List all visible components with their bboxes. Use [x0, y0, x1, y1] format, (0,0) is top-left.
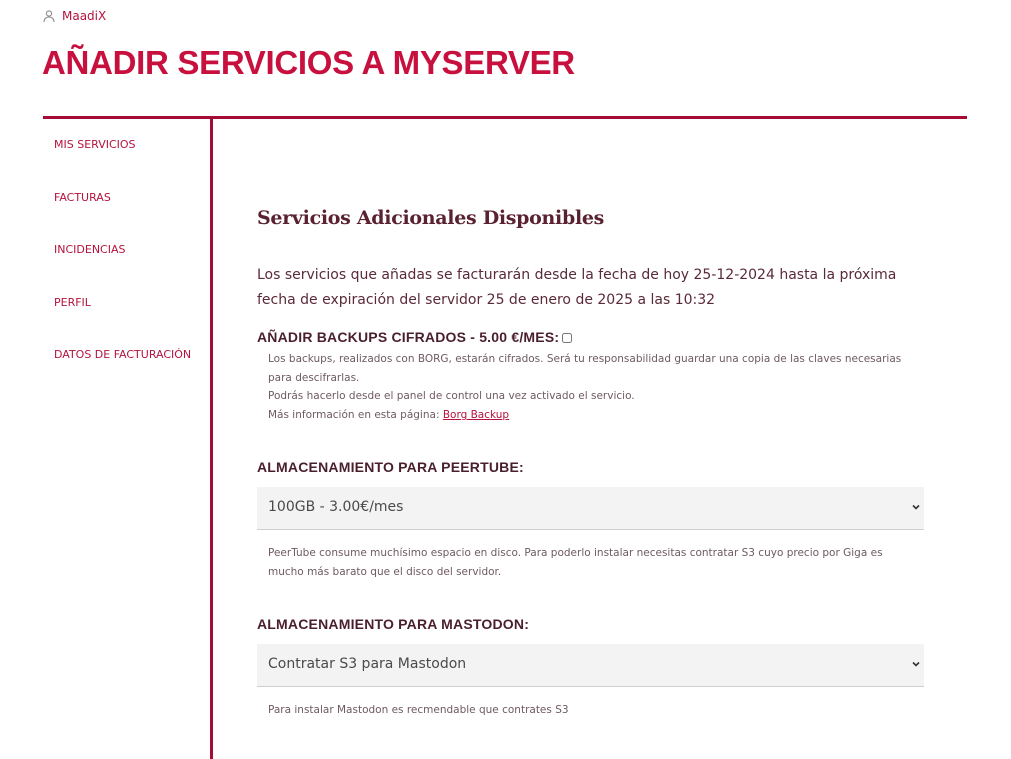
user-icon [42, 9, 56, 23]
peertube-label: ALMACENAMIENTO PARA PEERTUBE: [257, 459, 524, 475]
section-title: Servicios Adicionales Disponibles [257, 207, 605, 229]
sidebar-item-perfil[interactable]: PERFIL [54, 296, 91, 309]
peertube-selected-value: 100GB - 3.00€/mes [268, 499, 404, 515]
peertube-storage-select[interactable] [257, 487, 924, 530]
backups-label[interactable] [257, 329, 572, 345]
mastodon-storage-select[interactable] [257, 644, 924, 687]
sidebar-item-datos-facturacion[interactable]: DATOS DE FACTURACIÓN [54, 348, 192, 361]
chevron-down-icon [911, 659, 921, 669]
borg-backup-link[interactable]: Borg Backup [442, 409, 510, 422]
sidebar-item-incidencias[interactable]: INCIDENCIAS [54, 243, 126, 256]
backups-help-line3 [268, 406, 908, 425]
mastodon-selected-value: Contratar S3 para Mastodon [268, 656, 467, 672]
backups-checkbox[interactable] [562, 333, 572, 343]
sidebar [43, 119, 213, 759]
sidebar-item-facturas[interactable]: FACTURAS [54, 191, 111, 204]
user-name: MaadiX [62, 9, 107, 23]
page-title: AÑADIR SERVICIOS A MYSERVER [42, 44, 575, 81]
backups-help-line1: Los backups, realizados con BORG, estarán cifrados. Será tu responsabilidad guardar una copia de las claves necesarias para descifrarlas. [268, 353, 902, 384]
mastodon-help: Para instalar Mastodon es recmendable que contrates S3 [268, 704, 569, 716]
backups-label-text: AÑADIR BACKUPS CIFRADOS - 5.00 €/MES: [257, 329, 560, 345]
backups-help-prefix: Más información en esta página: [268, 409, 443, 422]
chevron-down-icon [911, 502, 921, 512]
billing-intro: Los servicios que añadas se facturarán desde la fecha de hoy 25-12-2024 hasta la próxima fecha de expiración del servidor 25 de enero de 2025 a las 10:32 [257, 267, 897, 308]
sidebar-item-mis-servicios[interactable]: MIS SERVICIOS [54, 138, 136, 151]
backups-help [268, 350, 908, 425]
peertube-help: PeerTube consume muchísimo espacio en disco. Para poderlo instalar necesitas contratar S3 cuyo precio por Giga es mucho más barato que el disco del servidor. [268, 547, 883, 578]
backups-help-line2: Podrás hacerlo desde el panel de control una vez activado el servicio. [268, 390, 635, 403]
user-account-link[interactable] [42, 9, 106, 23]
mastodon-label: ALMACENAMIENTO PARA MASTODON: [257, 616, 530, 632]
